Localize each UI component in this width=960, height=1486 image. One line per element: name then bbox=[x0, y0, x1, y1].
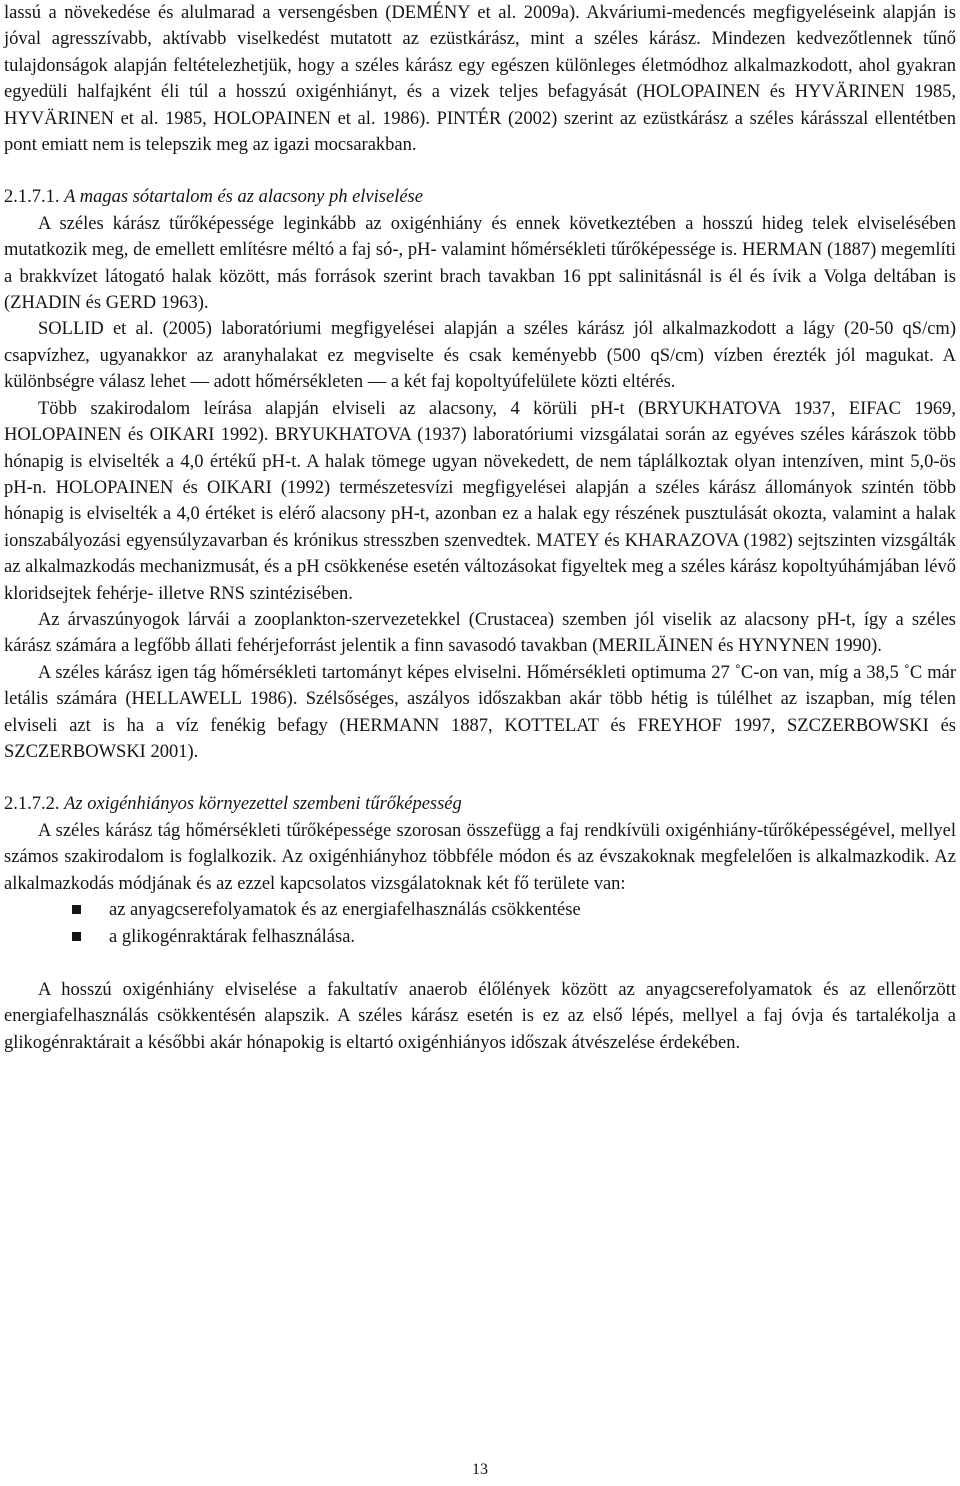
section-heading-2-1-7-2 bbox=[4, 791, 956, 817]
section-number: 2.1.7.2. bbox=[4, 794, 60, 815]
square-bullet-icon bbox=[72, 932, 81, 941]
section-title: A magas sótartalom és az alacsony ph elviselése bbox=[64, 187, 423, 208]
intro-paragraph: lassú a növekedése és alulmarad a versengésben (DEMÉNY et al. 2009a). Akváriumi-medencés megfigyeléseink alapján is jóval agresszívabb, aktívabb viselkedést mutatott az ezüstkárász, mint a széles kárász. Mindezen kedvezőtlennek tűnő tulajdonságok alapján feltételezhetjük, hogy a széles kárász egy egészen különleges életmódhoz alkalmazkodott, ahol gyakran egyedüli halfajként éli túl a hosszú oxigénhiányt, és a vizek teljes befagyását (HOLOPAINEN és HYVÄRINEN 1985, HYVÄRINEN et al. 1985, HOLOPAINEN et al. 1986). PINTÉR (2002) szerint az ezüstkárász a széles kárásszal ellentétben pont emiatt nem is telepszik meg az igazi mocsarakban. bbox=[4, 3, 956, 156]
paragraph: A széles kárász tág hőmérsékleti tűrőképessége szorosan összefügg a faj rendkívüli oxigénhiány-tűrőképességével, mellyel számos szakirodalom is foglalkozik. Az oxigénhiányhoz többféle módon és az évszakoknak megfelelően is alkalmazkodik. Az alkalmazkodás módjának és az ezzel kapcsolatos vizsgálatoknak két fő területe van: bbox=[4, 820, 956, 894]
square-bullet-icon bbox=[72, 905, 81, 914]
document-page bbox=[4, 0, 956, 1056]
paragraph: Az árvaszúnyogok lárvái a zooplankton-szervezetekkel (Crustacea) szemben jól viselik az alacsony pH-t, így a széles kárász számára a legfőbb állati fehérjeforrást jelentik a finn savasodó tavakban (MERILÄINEN és HYNYNEN 1990). bbox=[4, 609, 956, 657]
paragraph: A hosszú oxigénhiány elviselése a fakultatív anaerob élőlények között az anyagcserefolyamatok és az ellenőrzött energiafelhasználás csökkentésén alapszik. A széles kárász esetén is ez az első lépés, mellyel a faj óvja és tartalékolja a glikogénraktárait a későbbi akár hónapokig is eltartó oxigénhiányos időszak átvészelése érdekében. bbox=[4, 980, 956, 1053]
list-item-text: az anyagcserefolyamatok és az energiafelhasználás csökkentése bbox=[109, 900, 581, 920]
paragraph: Több szakirodalom leírása alapján elviseli az alacsony, 4 körüli pH-t (BRYUKHATOVA 1937, EIFAC 1969, HOLOPAINEN és OIKARI 1992). BRYUKHATOVA (1937) laboratóriumi vizsgálatai során az egyéves széles kárászok több hónapig is elviselték a 4,0 értékű pH-t. A halak tömege ugyan növekedett, de nem táplálkoztak olyan intenzíven, mint 5,0-ös pH-n. HOLOPAINEN és OIKARI (1992) természetesvízi megfigyelései alapján a széles kárász állományok szintén több hónapig is elviselték a 4,0 értéket is elérő alacsony pH-t, azonban ez a halak egy részének pusztulását okozta, valamint a halak ionszabályozási egyensúlyzavarban és krónikus stresszben szenvedtek. MATEY és KHARAZOVA (1982) sejtszinten vizsgálták az alkalmazkodás mechanizmusát, és a pH csökkenése esetén változásokat figyeltek meg a széles kárász kopoltyúhámjában lévő kloridsejtek fehérje- illetve RNS szintézisében. bbox=[4, 398, 956, 604]
section-heading-2-1-7-1 bbox=[4, 184, 956, 210]
paragraph: A széles kárász igen tág hőmérsékleti tartományt képes elviselni. Hőmérsékleti optimuma 27 ˚C-on van, míg a 38,5 ˚C már letális számára (HELLAWELL 1986). Szélsőséges, aszályos időszakban akár több hétig is túlélhet az iszapban, míg télen elviseli azt is ha a víz fenékig befagy (HERMANN 1887, KOTTELAT és FREYHOF 1997, SZCZERBOWSKI és SZCZERBOWSKI 2001). bbox=[4, 662, 956, 762]
list-item bbox=[4, 897, 956, 924]
spacer bbox=[4, 951, 956, 977]
paragraph: SOLLID et al. (2005) laboratóriumi megfigyelései alapján a széles kárász jól alkalmazkodott a lágy (20-50 qS/cm) csapvízhez, ugyanakkor az aranyhalakat ez megviselte és csak keményebb (500 qS/cm) vízben érezték jól magukat. A különbségre válasz lehet ― adott hőmérsékleten ― a két faj kopoltyúfelülete közti eltérés. bbox=[4, 319, 956, 393]
list-item-text: a glikogénraktárak felhasználása. bbox=[109, 927, 356, 947]
page-number: 13 bbox=[472, 1461, 488, 1478]
bullet-list bbox=[4, 897, 956, 951]
list-item bbox=[4, 924, 956, 951]
section-title: Az oxigénhiányos környezettel szembeni tűrőképesség bbox=[64, 794, 462, 815]
paragraph: A széles kárász tűrőképessége leginkább az oxigénhiány és ennek következtében a hosszú hideg telek elviselésében mutatkozik meg, de emellett említésre méltó a faj só-, pH- valamint hőmérsékleti tűrőképessége is. HERMAN (1887) megemlíti a brakkvízet látogató halak között, más források szerint brach tavakban 16 ppt salinitásnál is él és ívik a Volga deltában is (ZHADIN és GERD 1963). bbox=[4, 213, 956, 314]
section-number: 2.1.7.1. bbox=[4, 187, 60, 208]
